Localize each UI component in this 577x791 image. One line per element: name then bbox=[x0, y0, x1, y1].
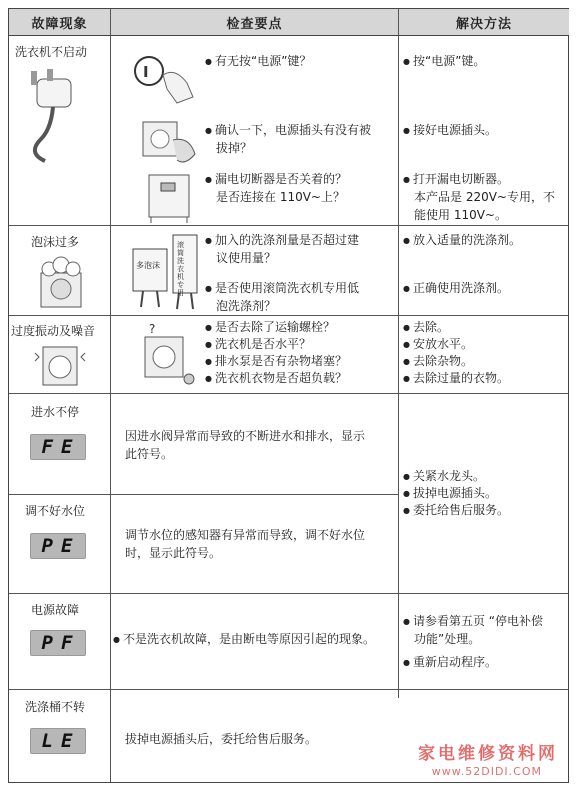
wall-socket-icon bbox=[137, 114, 201, 170]
fault-label: 洗衣机不启动 bbox=[15, 45, 88, 59]
power-button-icon bbox=[131, 49, 201, 109]
washer-check-icon bbox=[133, 321, 199, 387]
solution-item: 本产品是 220V~专用，不 bbox=[414, 190, 555, 204]
row-divider bbox=[9, 225, 568, 226]
detergent-label: 滚筒洗衣机专用 bbox=[177, 241, 184, 297]
row-divider bbox=[9, 35, 568, 36]
detergent-box-icon bbox=[127, 231, 205, 313]
fault-label: 过度振动及噪音 bbox=[11, 324, 96, 338]
solution-item: ● 关紧水龙头。 bbox=[403, 468, 485, 486]
solution-item: 功能”处理。 bbox=[414, 632, 481, 646]
header-solution: 解决方法 bbox=[399, 9, 569, 35]
check-item: ● 漏电切断器是否关着的？ bbox=[205, 171, 347, 189]
solution-item: ● 去除。 bbox=[403, 319, 449, 337]
solution-item: ● 放入适量的洗涤剂。 bbox=[403, 232, 521, 250]
error-code-display: PE bbox=[30, 533, 86, 559]
check-item: ● 加入的洗涤剂量是否超过建 bbox=[205, 232, 359, 250]
row-divider bbox=[9, 593, 568, 594]
column-divider bbox=[110, 9, 111, 782]
fault-label: 泡沫过多 bbox=[31, 235, 80, 249]
check-item: ● 有无按“电源”键？ bbox=[205, 53, 311, 71]
check-item: 拔掉？ bbox=[216, 141, 253, 155]
solution-item: ● 接好电源插头。 bbox=[403, 122, 497, 140]
header-fault: 故障现象 bbox=[9, 9, 110, 35]
svg-text:I: I bbox=[143, 63, 149, 81]
foam-washer-icon bbox=[31, 255, 91, 309]
solution-item: ● 重新启动程序。 bbox=[403, 654, 497, 672]
check-item: 拔掉电源插头后，委托给售后服务。 bbox=[125, 732, 318, 746]
fault-label: 电源故障 bbox=[31, 603, 80, 617]
error-code-display: PF bbox=[30, 630, 86, 656]
check-item: 因进水阀异常而导致的不断进水和排水，显示 bbox=[125, 429, 366, 443]
check-item: 此符号。 bbox=[125, 447, 174, 461]
troubleshooting-table bbox=[8, 8, 569, 783]
check-item: ● 洗衣机是否水平？ bbox=[205, 336, 311, 354]
row-divider bbox=[9, 689, 568, 690]
solution-item: ● 正确使用洗涤剂。 bbox=[403, 280, 509, 298]
row-divider bbox=[9, 315, 568, 316]
power-plug-icon bbox=[23, 69, 93, 169]
check-item: 议使用量？ bbox=[216, 251, 277, 265]
check-item: ● 确认一下，电源插头有没有被 bbox=[205, 122, 371, 140]
solution-item: ● 安放水平。 bbox=[403, 336, 473, 354]
fault-label: 进水不停 bbox=[31, 405, 80, 419]
check-item: ● 不是洗衣机故障，是由断电等原因引起的现象。 bbox=[113, 631, 375, 649]
check-item: 时，显示此符号。 bbox=[125, 546, 222, 560]
detergent-label: 多泡沫 bbox=[136, 261, 160, 270]
check-item: 调节水位的感知器有异常而导致，调不好水位 bbox=[125, 528, 366, 542]
solution-item: ● 去除杂物。 bbox=[403, 353, 473, 371]
check-item: ● 是否使用滚筒洗衣机专用低 bbox=[205, 280, 359, 298]
error-code-display: LE bbox=[30, 728, 86, 754]
solution-item: 能使用 110V~。 bbox=[414, 208, 507, 222]
column-divider bbox=[398, 9, 399, 698]
solution-item: ● 委托给售后服务。 bbox=[403, 502, 509, 520]
header-check: 检查要点 bbox=[111, 9, 398, 35]
check-item: 是否连接在 110V~上？ bbox=[216, 190, 345, 204]
solution-item: ● 按“电源”键。 bbox=[403, 53, 485, 71]
watermark-url: www.52DIDI.COM bbox=[431, 765, 542, 778]
check-item: ● 洗衣机衣物是否超负载？ bbox=[205, 370, 347, 388]
fault-label: 调不好水位 bbox=[25, 504, 86, 518]
solution-item: ● 去除过量的衣物。 bbox=[403, 370, 509, 388]
watermark: 家电维修资料网 bbox=[418, 744, 558, 764]
solution-item: ● 拔掉电源插头。 bbox=[403, 485, 497, 503]
check-item: 泡洗涤剂？ bbox=[216, 299, 277, 313]
circuit-breaker-icon bbox=[143, 171, 199, 223]
check-item: ● 是否去除了运输螺栓？ bbox=[205, 319, 335, 337]
svg-text:?: ? bbox=[149, 322, 156, 336]
fault-label: 洗涤桶不转 bbox=[25, 700, 86, 714]
row-divider bbox=[9, 494, 398, 495]
check-item: ● 排水泵是否有杂物堵塞？ bbox=[205, 353, 347, 371]
row-divider bbox=[9, 393, 568, 394]
solution-item: ● 打开漏电切断器。 bbox=[403, 171, 509, 189]
error-code-display: FE bbox=[30, 434, 86, 460]
solution-item: ● 请参看第五页 “停电补偿 bbox=[403, 613, 543, 631]
vibrating-washer-icon bbox=[29, 341, 91, 389]
